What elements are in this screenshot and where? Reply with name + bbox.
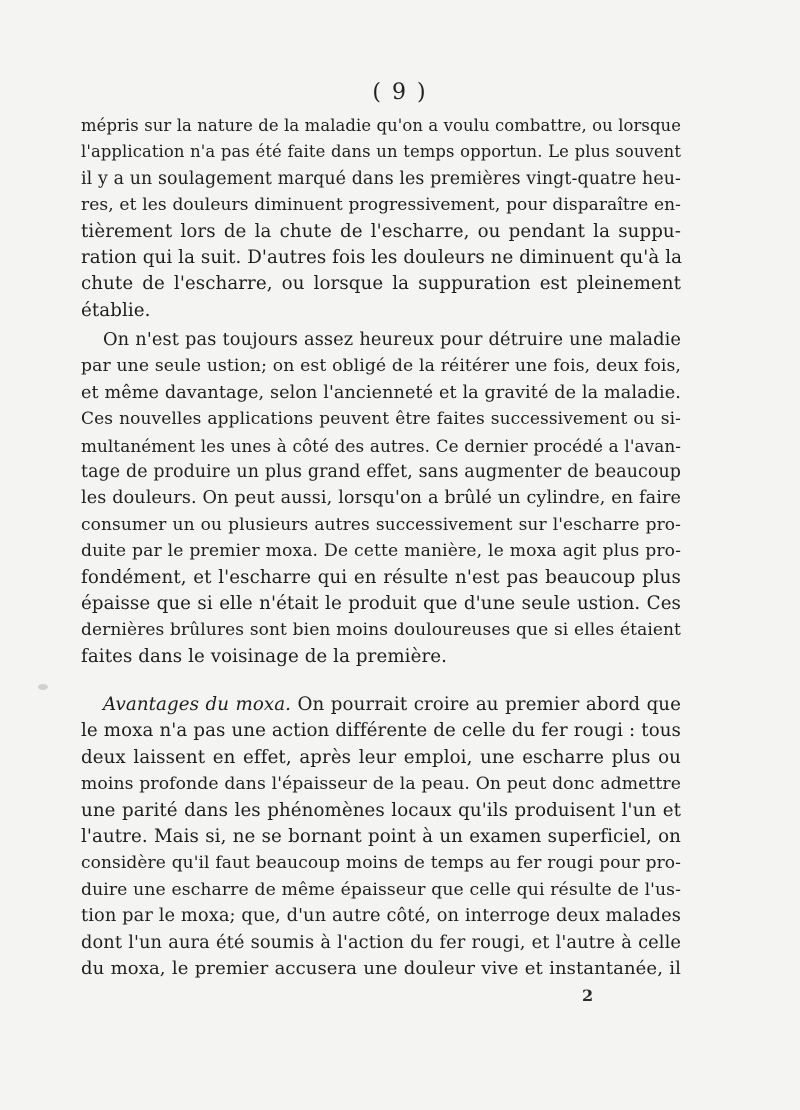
text-line: le moxa n'a pas une action différente de celle du fer rougi : tous (81, 720, 681, 742)
text-line: l'autre. Mais si, ne se bornant point à un examen superficiel, on (81, 825, 681, 847)
text-line: dernières brûlures sont bien moins douloureuses que si elles étaient (81, 620, 681, 641)
paper-blemish (38, 684, 48, 690)
text-line: épaisse que si elle n'était le produit que d'une seule ustion. Ces (81, 592, 681, 614)
text-line: tièrement lors de la chute de l'escharre, ou pendant la suppu- (81, 220, 681, 242)
text-line: fondément, et l'escharre qui en résulte n'est pas beaucoup plus (81, 566, 681, 588)
section-heading: Avantages du moxa. (103, 694, 292, 715)
text-line: multanément les unes à côté des autres. Ce dernier procédé a l'avan- (81, 435, 681, 456)
text-line: moins profonde dans l'épaisseur de la peau. On peut donc admettre (81, 774, 681, 795)
text-line: les douleurs. On peut aussi, lorsqu'on a brûlé un cylindre, en faire (81, 488, 681, 509)
text-line: consumer un ou plusieurs autres successivement sur l'escharre pro- (81, 514, 681, 535)
text-line: tage de produire un plus grand effet, sans augmenter de beaucoup (81, 461, 681, 482)
text-line: et même davantage, selon l'ancienneté et la gravité de la maladie. (81, 382, 681, 403)
text-line-rest: On pourrait croire au premier abord que (291, 694, 681, 715)
text-line: établie. (81, 299, 151, 321)
text-line: Ces nouvelles applications peuvent être faites successivement ou si- (81, 409, 681, 430)
text-line: dont l'un aura été soumis à l'action du fer rougi, et l'autre à celle (81, 931, 681, 953)
text-line: duite par le premier moxa. De cette manière, le moxa agit plus pro- (81, 541, 681, 562)
text-line: du moxa, le premier accusera une douleur vive et instantanée, il (81, 957, 681, 979)
paragraph-2 (81, 327, 681, 670)
text-line: duire une escharre de même épaisseur que celle qui résulte de l'us- (81, 879, 681, 900)
text-line: il y a un soulagement marqué dans les premières vingt-quatre heu- (81, 168, 681, 189)
text-line: chute de l'escharre, ou lorsque la suppuration est pleinement (81, 273, 681, 295)
text-line: une parité dans les phénomènes locaux qu'ils produisent l'un et (81, 799, 681, 821)
text-line (81, 692, 681, 718)
text-line: ration qui la suit. D'autres fois les douleurs ne diminuent qu'à la (81, 246, 683, 268)
page-number: ( 9 ) (372, 80, 428, 105)
text-line: res, et les douleurs diminuent progressivement, pour disparaître en- (81, 195, 681, 216)
text-line: tion par le moxa; que, d'un autre côté, on interroge deux malades (81, 905, 681, 927)
signature-mark: 2 (582, 986, 594, 1005)
paragraph-3 (81, 692, 681, 982)
text-line: On n'est pas toujours assez heureux pour détruire une maladie (103, 329, 681, 350)
text-line: considère qu'il faut beaucoup moins de temps au fer rougi pour pro- (81, 853, 681, 874)
text-line: mépris sur la nature de la maladie qu'on a voulu combattre, ou lorsque (81, 116, 681, 135)
text-line: par une seule ustion; on est obligé de la réitérer une fois, deux fois, (81, 356, 681, 377)
paragraph-1 (81, 113, 681, 324)
text-line: deux laissent en effet, après leur emploi, une escharre plus ou (81, 746, 681, 768)
text-line: faites dans le voisinage de la première. (81, 645, 447, 667)
text-line: l'application n'a pas été faite dans un temps opportun. Le plus souvent (81, 142, 681, 162)
